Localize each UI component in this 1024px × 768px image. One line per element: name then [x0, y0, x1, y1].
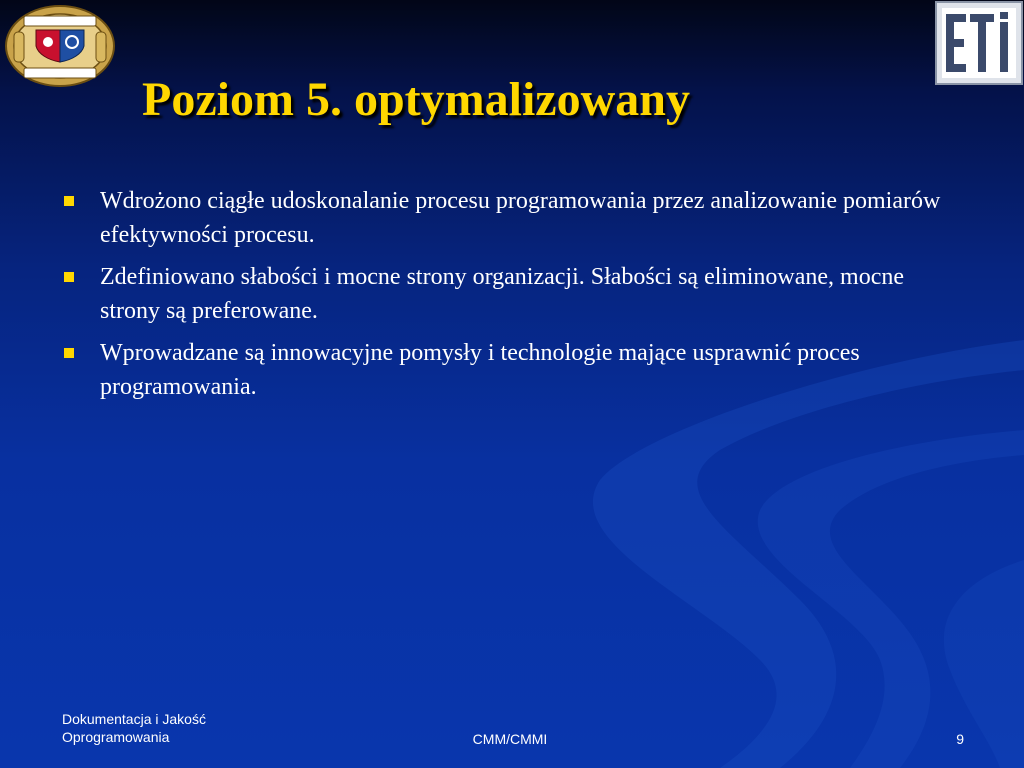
list-item [62, 336, 962, 404]
footer-course-name [62, 710, 282, 746]
footer-topic: CMM/CMMI [472, 731, 548, 747]
page-number: 9 [956, 731, 964, 747]
slide-title: Poziom 5. optymalizowany [142, 73, 690, 126]
eti-logo-icon [934, 0, 1024, 86]
bullet-text: Wdrożono ciągłe udoskonalanie procesu programowania przez analizowanie pomiarów efektywności procesu. [100, 188, 941, 248]
politechnika-gdanska-crest-icon [2, 2, 118, 90]
bullet-text: Wprowadzane są innowacyjne pomysły i technologie mające usprawnić proces programowania. [100, 340, 860, 400]
bullet-list [62, 184, 962, 412]
list-item [62, 260, 962, 328]
square-bullet-icon [64, 272, 74, 282]
square-bullet-icon [64, 348, 74, 358]
footer-course-line-2: Oprogramowania [62, 729, 170, 745]
square-bullet-icon [64, 196, 74, 206]
bullet-text: Zdefiniowano słabości i mocne strony organizacji. Słabości są eliminowane, mocne strony są preferowane. [100, 264, 905, 324]
list-item [62, 184, 962, 252]
footer-course-line-1: Dokumentacja i Jakość [62, 711, 206, 727]
